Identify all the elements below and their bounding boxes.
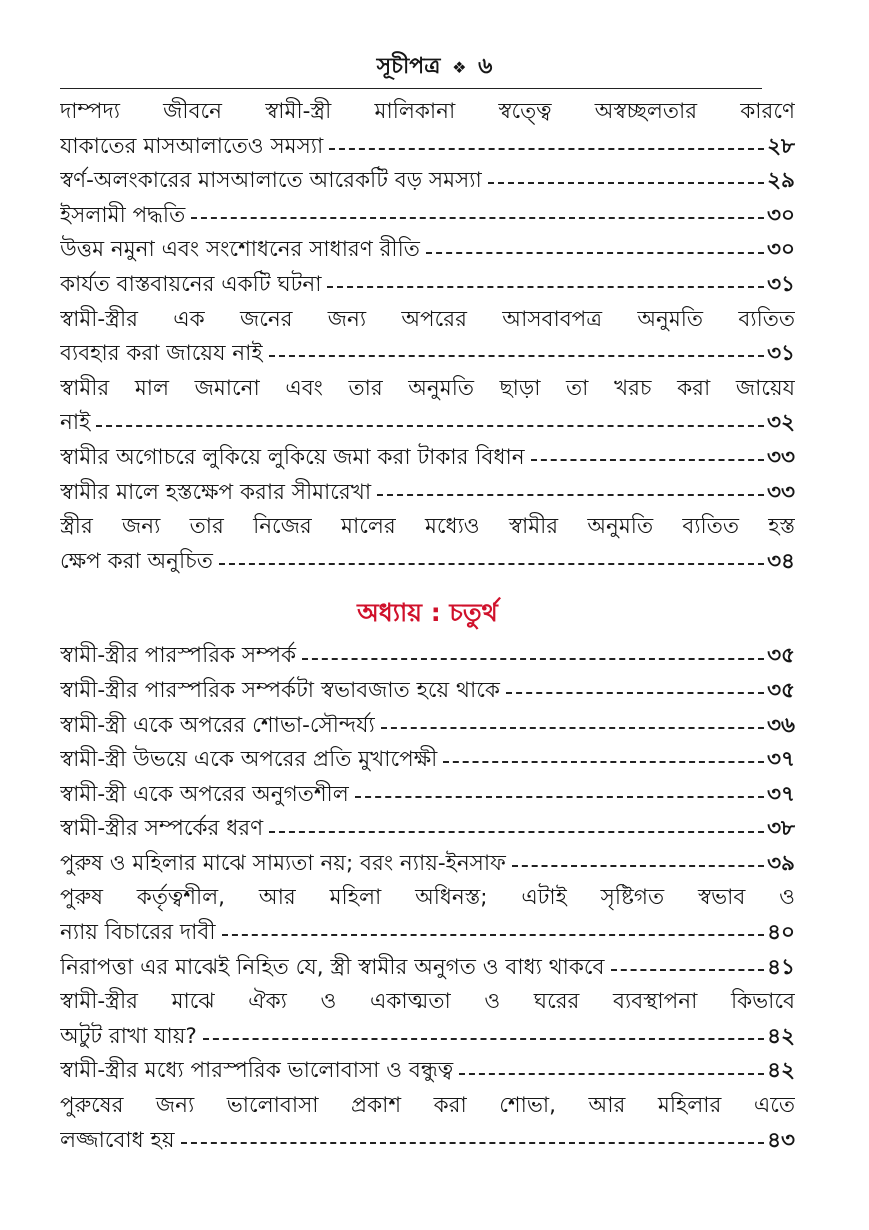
toc-entry-line [60, 1124, 795, 1159]
toc-entry [60, 881, 795, 950]
toc-entry-line [60, 337, 795, 372]
toc-entry-text: স্ত্রীর জন্য তার নিজের মালের মধ্যেও স্বামীর অনুমতি ব্যতিত হস্ত [60, 514, 795, 540]
dash-leader [488, 182, 764, 184]
toc-list-before [60, 95, 795, 579]
toc-entry-line [60, 199, 795, 234]
toc-page-number: ৩৭ [767, 747, 795, 773]
toc-entry [60, 639, 795, 674]
toc-entry-text: স্বামীর মাল জমানো এবং তার অনুমতি ছাড়া তা খরচ করা জায়েয [60, 375, 795, 401]
toc-page-number: ৪১ [767, 954, 795, 980]
toc-entry [60, 476, 795, 511]
toc-entry-text: স্বামী-স্ত্রীর মধ্যে পারস্পরিক ভালোবাসা ও বন্ধুত্ব [60, 1058, 454, 1084]
toc-entry-line [60, 812, 795, 847]
toc-entry-text: উত্তম নমুনা এবং সংশোধনের সাধারণ রীতি [60, 237, 420, 263]
header-page-number: ৬ [478, 54, 493, 79]
toc-entry-text: স্বামী-স্ত্রীর সম্পর্কের ধরণ [60, 816, 264, 842]
toc-page-number: ৪২ [767, 1058, 795, 1084]
dash-leader [327, 286, 764, 288]
toc-entry-text: অটুট রাখা যায়? [60, 1023, 197, 1049]
toc-entry-line [60, 1020, 795, 1055]
toc-entry-text: স্বামী-স্ত্রীর পারস্পরিক সম্পর্ক [60, 643, 297, 669]
toc-page-number: ৩৫ [767, 643, 795, 669]
toc-entry-text: স্বামী-স্ত্রীর পারস্পরিক সম্পর্কটা স্বভাবজাত হয়ে থাকে [60, 677, 500, 703]
toc-entry-line [60, 639, 795, 674]
toc-page-number: ৩৬ [767, 712, 795, 738]
page-header [0, 52, 869, 83]
toc-entry [60, 233, 795, 268]
toc-entry [60, 743, 795, 778]
chapter-heading: অধ্যায় : চতুর্থ [357, 598, 498, 628]
dash-leader [426, 252, 764, 254]
toc-entry-text: ইসলামী পদ্ধতি [60, 202, 186, 228]
dash-leader [181, 1142, 765, 1144]
toc-entry-text: স্বামী-স্ত্রী একে অপরের শোভা-সৌন্দর্য্য [60, 712, 375, 738]
toc-entry-text: যাকাতের মাসআলাতেও সমস্যা [60, 133, 324, 159]
toc-entry [60, 303, 795, 372]
toc-entry-line [60, 778, 795, 813]
toc-entry [60, 510, 795, 579]
toc-entry [60, 95, 795, 164]
toc-entry [60, 1054, 795, 1089]
dash-leader [512, 865, 764, 867]
dash-leader [443, 761, 764, 763]
toc-page-number: ২৯ [767, 168, 795, 194]
toc-page-number: ৩৭ [767, 781, 795, 807]
toc-entry-line [60, 406, 795, 441]
toc-entry-line [60, 441, 795, 476]
toc-entry [60, 1089, 795, 1158]
dash-leader [222, 934, 765, 936]
toc-entry [60, 441, 795, 476]
diamond-ornament-icon: ❖ [452, 58, 467, 77]
toc-entry-text: ন্যায় বিচারের দাবী [60, 920, 216, 946]
dash-leader [329, 148, 764, 150]
toc-entry-line [60, 268, 795, 303]
toc-entry-line [60, 545, 795, 580]
toc-page-number: ৩০ [767, 237, 795, 263]
dash-leader [531, 459, 764, 461]
toc-entry [60, 778, 795, 813]
toc-entry [60, 199, 795, 234]
toc-page-number: ৩২ [767, 410, 795, 436]
toc-page-number: ২৮ [767, 133, 795, 159]
toc-entry-text: কার্যত বাস্তবায়নের একটি ঘটনা [60, 271, 322, 297]
toc-page-number: ৪০ [767, 920, 795, 946]
toc-page-number: ৩৮ [767, 816, 795, 842]
toc-entry-line [60, 130, 795, 165]
toc-entry-text: ব্যবহার করা জায়েয নাই [60, 341, 263, 367]
toc-entry-line [60, 164, 795, 199]
toc-entry-text: ক্ষেপ করা অনুচিত [60, 548, 213, 574]
toc-entry-text: দাম্পদ্য জীবনে স্বামী-স্ত্রী মালিকানা স্বত্ত্বে অস্বচ্ছলতার কারণে [60, 99, 795, 124]
toc-entry [60, 268, 795, 303]
toc-entry-text: স্বামী-স্ত্রীর মাঝে ঐক্য ও একাত্মতা ও ঘরের ব্যবস্থাপনা কিভাবে [60, 989, 795, 1015]
dash-leader [611, 969, 765, 971]
header-title: সূচীপত্র [376, 54, 441, 79]
toc-page-number: ৪২ [767, 1023, 795, 1049]
toc-list-after [60, 639, 795, 1158]
toc-page-number: ৩৯ [767, 850, 795, 876]
toc-entry-text: স্বামীর অগোচরে লুকিয়ে লুকিয়ে জমা করা টাকার বিধান [60, 444, 525, 470]
dash-leader [219, 563, 764, 565]
toc-page-number: ৪৩ [767, 1127, 795, 1153]
toc-entry-line [60, 847, 795, 882]
dash-leader [377, 494, 764, 496]
toc-page-number: ৩৫ [767, 677, 795, 703]
toc-entry-text: স্বামী-স্ত্রী একে অপরের অনুগতশীল [60, 781, 349, 807]
dash-leader [96, 425, 764, 427]
toc-entry-text: স্বামীর মালে হস্তক্ষেপ করার সীমারেখা [60, 479, 372, 505]
toc-entry [60, 847, 795, 882]
toc-entry-text: লজ্জাবোধ হয় [60, 1127, 175, 1153]
toc-entry [60, 812, 795, 847]
dash-leader [302, 658, 764, 660]
toc-page-number: ৩১ [767, 271, 795, 297]
toc-entry-line [60, 1054, 795, 1089]
dash-leader [381, 727, 764, 729]
dash-leader [191, 217, 764, 219]
toc-entry-line [60, 951, 795, 986]
dash-leader [203, 1038, 764, 1040]
toc-page-number: ৩৩ [767, 444, 795, 470]
dash-leader [355, 796, 764, 798]
header-divider [60, 88, 762, 89]
toc-page-number: ৩৩ [767, 479, 795, 505]
toc-entry-text: নাই [60, 410, 91, 436]
toc-entry-line [60, 743, 795, 778]
toc-entry-line [60, 674, 795, 709]
toc-entry-text: স্বর্ণ-অলংকারের মাসআলাতে আরেকটি বড় সমস্যা [60, 168, 482, 194]
toc-entry [60, 951, 795, 986]
toc-entry [60, 709, 795, 744]
toc-entry-line [60, 233, 795, 268]
toc-entry [60, 372, 795, 441]
toc-entry-line [60, 916, 795, 951]
toc-page-number: ৩৪ [767, 548, 795, 574]
toc-entry [60, 674, 795, 709]
table-of-contents [60, 95, 795, 1158]
toc-entry-line [60, 709, 795, 744]
toc-entry-text: পুরুষ কর্তৃত্বশীল, আর মহিলা অধিনস্ত; এটাই সৃষ্টিগত স্বভাব ও [60, 885, 795, 911]
toc-entry [60, 164, 795, 199]
dash-leader [506, 692, 764, 694]
toc-page-number: ৩১ [767, 341, 795, 367]
dash-leader [269, 831, 764, 833]
toc-entry-text: নিরাপত্তা এর মাঝেই নিহিত যে, স্ত্রী স্বামীর অনুগত ও বাধ্য থাকবে [60, 954, 605, 980]
dash-leader [269, 355, 765, 357]
toc-page-number: ৩০ [767, 202, 795, 228]
dash-leader [459, 1073, 764, 1075]
toc-entry-text: স্বামী-স্ত্রী উভয়ে একে অপরের প্রতি মুখাপেক্ষী [60, 747, 438, 773]
toc-entry-text: স্বামী-স্ত্রীর এক জনের জন্য অপরের আসবাবপত্র অনুমতি ব্যতিত [60, 306, 795, 332]
toc-entry-line [60, 476, 795, 511]
toc-entry [60, 985, 795, 1054]
toc-entry-text: পুরুষ ও মহিলার মাঝে সাম্যতা নয়; বরং ন্যায়-ইনসাফ [60, 850, 506, 876]
toc-entry-text: পুরুষের জন্য ভালোবাসা প্রকাশ করা শোভা, আর মহিলার এতে [60, 1093, 795, 1119]
